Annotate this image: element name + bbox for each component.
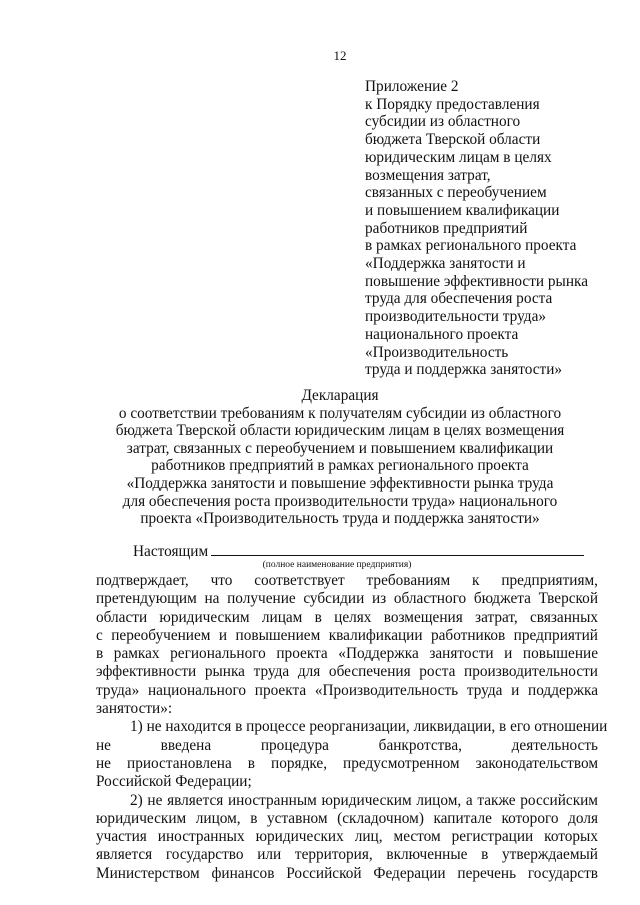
body-line: участия иностранных юридических лиц, местом регистрации которых <box>96 828 598 846</box>
declaration-line: проекта «Производительность труда и поддержка занятости» <box>140 510 540 528</box>
enterprise-name-line <box>133 541 584 561</box>
enterprise-name-blank[interactable] <box>211 541 584 556</box>
body-line: с переобучением и повышением квалификации работников предприятий <box>96 626 598 644</box>
annex-line: субсидии из областного <box>365 113 521 131</box>
declaration-line: затрат, связанных с переобучением и повышением квалификации <box>126 439 554 457</box>
annex-line: возмещения затрат, <box>365 166 491 184</box>
declaration-line: бюджета Тверской области юридическим лицам в целях возмещения <box>115 422 565 440</box>
annex-line: «Поддержка занятости и <box>365 255 526 273</box>
declaration-line: «Поддержка занятости и повышение эффективности рынка труда <box>126 474 554 492</box>
declaration-title: Декларация <box>301 387 379 404</box>
present-label: Настоящим <box>133 543 209 560</box>
body-line: в рамках регионального проекта «Поддержка занятости и повышение <box>96 645 598 663</box>
body-line: эффективности рынка труда для обеспечения роста производительности <box>96 663 598 681</box>
body-line: труда» национального проекта «Производительность труда и поддержка <box>96 681 598 699</box>
body-line: не приостановлена в порядке, предусмотренном законодательством <box>96 754 598 772</box>
body-line: 1) не находится в процессе реорганизации, ликвидации, в его отношении <box>130 718 608 736</box>
annex-line: повышение эффективности рынка <box>365 272 589 290</box>
annex-line: связанных с переобучением <box>365 184 547 202</box>
annex-line: труда для обеспечения роста <box>365 290 553 308</box>
annex-line: к Порядку предоставления <box>365 95 540 113</box>
body-line: занятости»: <box>96 700 173 718</box>
annex-line: в рамках регионального проекта <box>365 237 577 255</box>
annex-line: производительности труда» <box>365 308 547 326</box>
body-line: подтверждает, что соответствует требованиям к предприятиям, <box>96 572 598 589</box>
annex-line: национального проекта <box>365 325 519 343</box>
body-line: претендующим на получение субсидии из областного бюджета Тверской <box>96 590 598 608</box>
enterprise-name-hint: (полное наименование предприятия) <box>262 560 412 570</box>
annex-line: «Производительность <box>365 343 509 361</box>
page-number: 12 <box>333 48 347 63</box>
body-line: области юридическим лицам в целях возмещения затрат, связанных <box>96 608 598 626</box>
declaration-line: для обеспечения роста производительности труда» национального <box>122 492 558 510</box>
annex-line: и повышением квалификации <box>365 201 560 219</box>
annex-header <box>365 78 625 379</box>
body-line: Российской Федерации; <box>96 773 252 791</box>
body-line <box>96 883 598 901</box>
body-line: Министерством финансов Российской Федерации перечень государств <box>96 864 598 882</box>
annex-line: работников предприятий <box>365 219 528 237</box>
annex-line: бюджета Тверской области <box>365 131 541 149</box>
declaration-line: работников предприятий в рамках регионального проекта <box>151 457 529 475</box>
annex-line: Приложение 2 <box>365 78 459 95</box>
body-line: является государство или территория, включенные в утверждаемый <box>96 846 598 864</box>
declaration-heading <box>100 387 580 528</box>
declaration-line: о соответствии требованиям к получателям субсидии из областного <box>118 404 562 422</box>
declaration-body <box>96 572 608 901</box>
body-line: не введена процедура банкротства, деятельность <box>96 736 598 754</box>
annex-line: труда и поддержка занятости» <box>365 361 563 379</box>
body-line: юридическим лицом, в уставном (складочном) капитале которого доля <box>96 809 598 827</box>
annex-line: юридическим лицам в целях <box>365 148 552 166</box>
body-line: 2) не является иностранным юридическим лицом, а также российским <box>130 791 598 809</box>
